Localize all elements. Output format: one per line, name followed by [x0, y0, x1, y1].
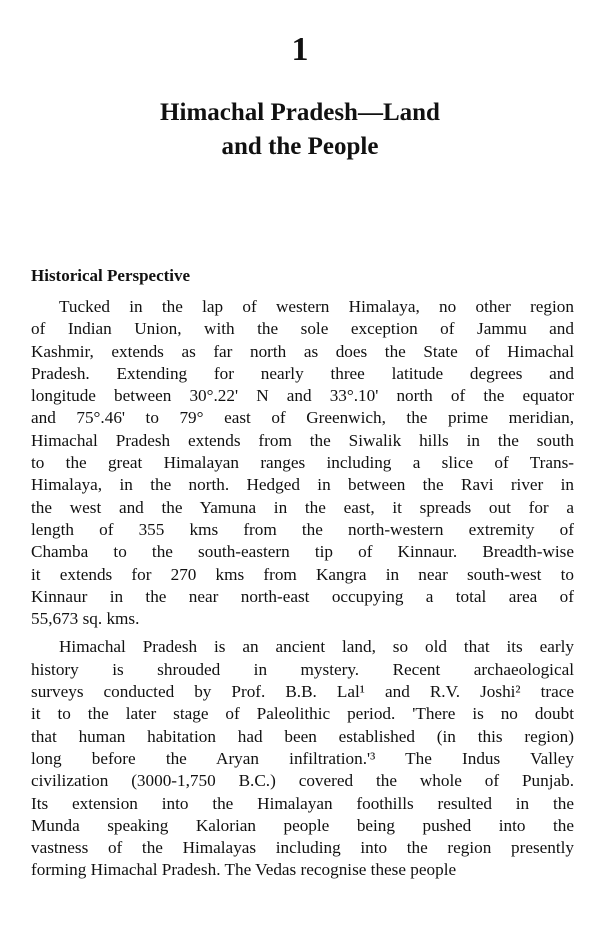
paragraph-line: of Indian Union, with the sole exception of Jammu and — [31, 319, 574, 339]
paragraph-line: long before the Aryan infiltration.'³ The Indus Valley — [31, 748, 574, 768]
paragraph-line: it extends for 270 kms from Kangra in near south-west to — [31, 564, 574, 584]
body-text — [31, 296, 574, 888]
paragraph-line: Tucked in the lap of western Himalaya, no other region — [59, 297, 574, 316]
paragraph-line: longitude between 30°.22' N and 33°.10' north of the equator — [31, 386, 574, 406]
paragraph-line: vastness of the Himalayas including into the region presently — [31, 838, 574, 858]
paragraph-line: Kashmir, extends as far north as does the State of Himachal — [31, 341, 574, 361]
paragraph-line: Himachal Pradesh is an ancient land, so old that its early — [59, 637, 574, 657]
paragraph-line: Chamba to the south-eastern tip of Kinnaur. Breadth-wise — [31, 542, 574, 562]
paragraph-line: the west and the Yamuna in the east, it spreads out for a — [31, 497, 574, 517]
paragraph-line: Himalaya, in the north. Hedged in between the Ravi river in — [31, 475, 574, 495]
paragraph-line: that human habitation had been established (in this region) — [31, 726, 574, 746]
section-heading: Historical Perspective — [31, 266, 191, 285]
chapter-number: 1 — [291, 31, 309, 68]
paragraph-line: and 75°.46' to 79° east of Greenwich, the prime meridian, — [31, 408, 574, 428]
chapter-title — [0, 96, 600, 164]
paragraph-line: history is shrouded in mystery. Recent archaeological — [31, 659, 574, 679]
paragraph-line: Munda speaking Kalorian people being pushed into the — [31, 815, 574, 835]
paragraph-line: it to the later stage of Paleolithic period. 'There is no doubt — [31, 704, 574, 724]
chapter-title-line-1: Himachal Pradesh—Land — [160, 99, 440, 126]
chapter-title-line-2: and the People — [221, 133, 379, 160]
paragraph-line: Its extension into the Himalayan foothills resulted in the — [31, 793, 574, 813]
paragraph-line: Pradesh. Extending for nearly three latitude degrees and — [31, 363, 574, 383]
paragraph-line: Himachal Pradesh extends from the Siwalik hills in the south — [31, 430, 574, 450]
paragraph-line: forming Himachal Pradesh. The Vedas recognise these people — [31, 860, 457, 880]
paragraph-line: civilization (3000-1,750 B.C.) covered the whole of Punjab. — [31, 771, 574, 791]
paragraph-line: Kinnaur in the near north-east occupying a total area of — [31, 586, 574, 606]
paragraph-line: length of 355 kms from the north-western extremity of — [31, 519, 574, 539]
paragraph-line: to the great Himalayan ranges including a slice of Trans- — [31, 453, 574, 473]
paragraph — [31, 636, 574, 881]
paragraph-line: surveys conducted by Prof. B.B. Lal¹ and R.V. Joshi² trace — [31, 682, 574, 702]
paragraph-line: 55,673 sq. kms. — [31, 609, 140, 629]
paragraph — [31, 296, 574, 630]
